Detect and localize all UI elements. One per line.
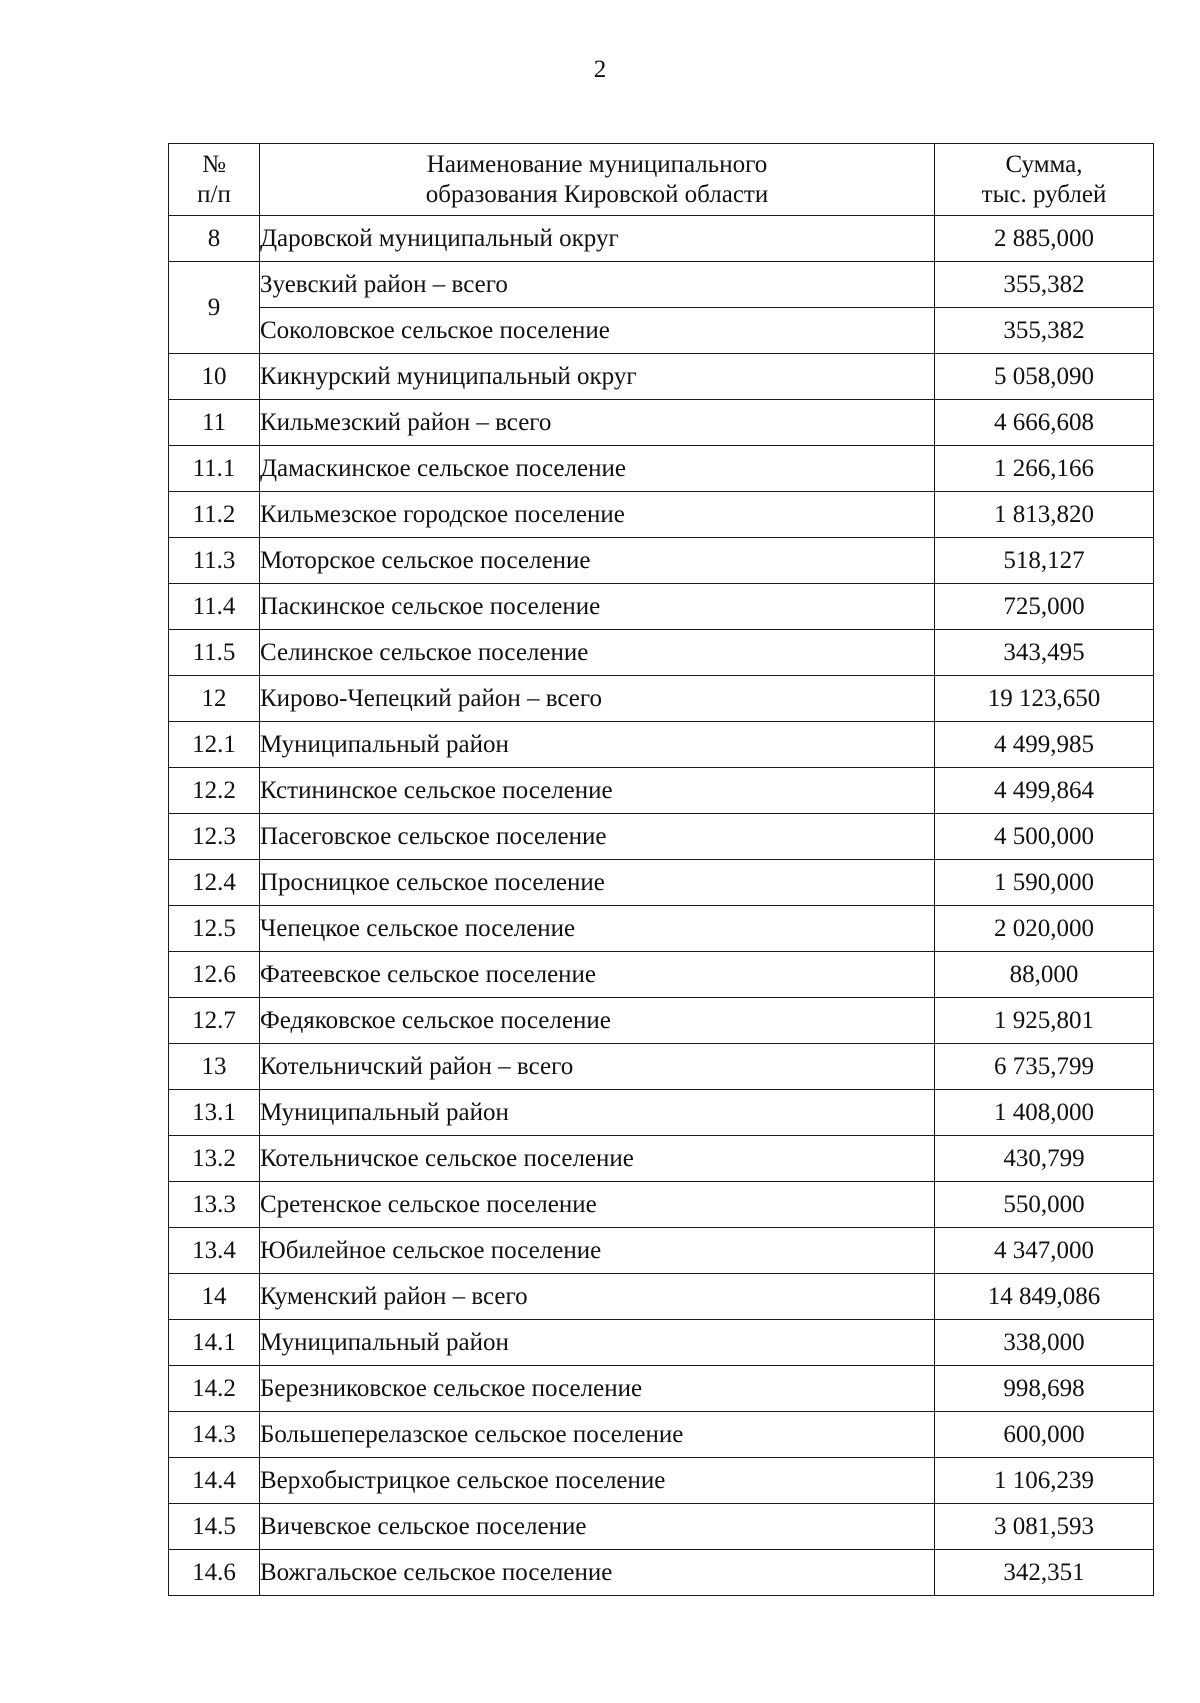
row-sum: 1 590,000 xyxy=(935,860,1154,906)
header-name-line2: образования Кировской области xyxy=(425,180,769,208)
table-row xyxy=(169,998,1154,1044)
row-name: Котельничское сельское поселение xyxy=(260,1136,935,1182)
row-sum: 5 058,090 xyxy=(935,354,1154,400)
row-name: Юбилейное сельское поселение xyxy=(260,1228,935,1274)
row-num: 12.1 xyxy=(169,722,260,768)
row-num: 14.3 xyxy=(169,1412,260,1458)
row-sum: 355,382 xyxy=(935,308,1154,354)
row-name: Паскинское сельское поселение xyxy=(260,584,935,630)
row-sum: 3 081,593 xyxy=(935,1504,1154,1550)
row-num: 11.1 xyxy=(169,446,260,492)
row-num: 11.3 xyxy=(169,538,260,584)
header-sum-line2: тыс. рублей xyxy=(981,180,1107,208)
row-num: 8 xyxy=(169,216,260,262)
table-row xyxy=(169,538,1154,584)
row-sum: 1 266,166 xyxy=(935,446,1154,492)
row-name: Муниципальный район xyxy=(260,722,935,768)
row-sum: 725,000 xyxy=(935,584,1154,630)
row-sum: 4 499,985 xyxy=(935,722,1154,768)
row-sum: 600,000 xyxy=(935,1412,1154,1458)
row-num: 13.3 xyxy=(169,1182,260,1228)
row-sum: 14 849,086 xyxy=(935,1274,1154,1320)
row-num: 12.7 xyxy=(169,998,260,1044)
row-sum: 2 020,000 xyxy=(935,906,1154,952)
row-name: Верхобыстрицкое сельское поселение xyxy=(260,1458,935,1504)
header-name-line1: Наименование муниципального xyxy=(426,150,768,178)
table-row xyxy=(169,1182,1154,1228)
row-sum: 2 885,000 xyxy=(935,216,1154,262)
row-sum: 1 925,801 xyxy=(935,998,1154,1044)
table-row xyxy=(169,860,1154,906)
row-name: Вожгальское сельское поселение xyxy=(260,1550,935,1596)
row-sum: 4 666,608 xyxy=(935,400,1154,446)
row-name: Кильмезский район – всего xyxy=(260,400,935,446)
table-row xyxy=(169,400,1154,446)
table-row xyxy=(169,1228,1154,1274)
row-num: 14.5 xyxy=(169,1504,260,1550)
table-row xyxy=(169,262,1154,308)
table-row xyxy=(169,906,1154,952)
row-sum: 518,127 xyxy=(935,538,1154,584)
header-num xyxy=(169,144,260,216)
row-name: Куменский район – всего xyxy=(260,1274,935,1320)
row-num: 13.1 xyxy=(169,1090,260,1136)
row-name: Кильмезское городское поселение xyxy=(260,492,935,538)
row-name: Муниципальный район xyxy=(260,1320,935,1366)
row-name: Большеперелазское сельское поселение xyxy=(260,1412,935,1458)
row-sum: 1 813,820 xyxy=(935,492,1154,538)
row-sum: 88,000 xyxy=(935,952,1154,998)
row-num: 14 xyxy=(169,1274,260,1320)
row-sum: 343,495 xyxy=(935,630,1154,676)
row-name: Котельничский район – всего xyxy=(260,1044,935,1090)
header-num-line1: № xyxy=(202,150,226,178)
table-row xyxy=(169,1320,1154,1366)
row-sum: 1 106,239 xyxy=(935,1458,1154,1504)
table-row xyxy=(169,492,1154,538)
row-name: Просницкое сельское поселение xyxy=(260,860,935,906)
row-num: 11.4 xyxy=(169,584,260,630)
row-name: Пасеговское сельское поселение xyxy=(260,814,935,860)
table-row xyxy=(169,1090,1154,1136)
table-body xyxy=(169,216,1154,1596)
row-num: 9 xyxy=(169,262,260,354)
row-name: Вичевское сельское поселение xyxy=(260,1504,935,1550)
row-sum: 4 347,000 xyxy=(935,1228,1154,1274)
table-row xyxy=(169,1504,1154,1550)
row-name: Муниципальный район xyxy=(260,1090,935,1136)
row-name: Зуевский район – всего xyxy=(260,262,935,308)
header-sum xyxy=(935,144,1154,216)
table-row xyxy=(169,1366,1154,1412)
table-row xyxy=(169,676,1154,722)
page-number: 2 xyxy=(593,56,607,83)
table-row xyxy=(169,308,1154,354)
table-row xyxy=(169,1550,1154,1596)
row-name: Березниковское сельское поселение xyxy=(260,1366,935,1412)
row-name: Дамаскинское сельское поселение xyxy=(260,446,935,492)
row-sum: 355,382 xyxy=(935,262,1154,308)
row-sum: 4 499,864 xyxy=(935,768,1154,814)
row-num: 14.4 xyxy=(169,1458,260,1504)
table-row xyxy=(169,1274,1154,1320)
table-row xyxy=(169,722,1154,768)
row-num: 11.5 xyxy=(169,630,260,676)
row-name: Кикнурский муниципальный округ xyxy=(260,354,935,400)
row-num: 12.3 xyxy=(169,814,260,860)
table-row xyxy=(169,814,1154,860)
row-name: Фатеевское сельское поселение xyxy=(260,952,935,998)
row-sum: 1 408,000 xyxy=(935,1090,1154,1136)
row-name: Кирово-Чепецкий район – всего xyxy=(260,676,935,722)
row-sum: 338,000 xyxy=(935,1320,1154,1366)
table-row xyxy=(169,446,1154,492)
row-name: Сретенское сельское поселение xyxy=(260,1182,935,1228)
row-name: Чепецкое сельское поселение xyxy=(260,906,935,952)
row-num: 12.4 xyxy=(169,860,260,906)
row-num: 12 xyxy=(169,676,260,722)
row-sum: 19 123,650 xyxy=(935,676,1154,722)
row-name: Моторское сельское поселение xyxy=(260,538,935,584)
table-row xyxy=(169,768,1154,814)
row-num: 13.4 xyxy=(169,1228,260,1274)
header-name xyxy=(260,144,935,216)
row-num: 12.5 xyxy=(169,906,260,952)
table-row xyxy=(169,584,1154,630)
table-row xyxy=(169,1044,1154,1090)
table-row xyxy=(169,1412,1154,1458)
row-name: Федяковское сельское поселение xyxy=(260,998,935,1044)
row-sum: 4 500,000 xyxy=(935,814,1154,860)
row-sum: 998,698 xyxy=(935,1366,1154,1412)
table-row xyxy=(169,630,1154,676)
row-num: 12.6 xyxy=(169,952,260,998)
row-sum: 430,799 xyxy=(935,1136,1154,1182)
row-num: 13.2 xyxy=(169,1136,260,1182)
row-name: Кстининское сельское поселение xyxy=(260,768,935,814)
row-num: 12.2 xyxy=(169,768,260,814)
header-sum-line1: Сумма, xyxy=(1005,150,1083,178)
table-row xyxy=(169,1136,1154,1182)
table-row xyxy=(169,216,1154,262)
row-name: Соколовское сельское поселение xyxy=(260,308,935,354)
table-row xyxy=(169,354,1154,400)
row-name: Даровской муниципальный округ xyxy=(260,216,935,262)
row-sum: 6 735,799 xyxy=(935,1044,1154,1090)
row-num: 11.2 xyxy=(169,492,260,538)
header-num-line2: п/п xyxy=(197,180,231,208)
table-row xyxy=(169,952,1154,998)
row-num: 13 xyxy=(169,1044,260,1090)
row-num: 11 xyxy=(169,400,260,446)
row-sum: 550,000 xyxy=(935,1182,1154,1228)
header-row xyxy=(169,144,1154,216)
row-sum: 342,351 xyxy=(935,1550,1154,1596)
table-row xyxy=(169,1458,1154,1504)
budget-table xyxy=(168,143,1154,1596)
row-num: 14.2 xyxy=(169,1366,260,1412)
row-num: 14.1 xyxy=(169,1320,260,1366)
row-name: Селинское сельское поселение xyxy=(260,630,935,676)
row-num: 14.6 xyxy=(169,1550,260,1596)
table-header xyxy=(169,144,1154,216)
row-num: 10 xyxy=(169,354,260,400)
